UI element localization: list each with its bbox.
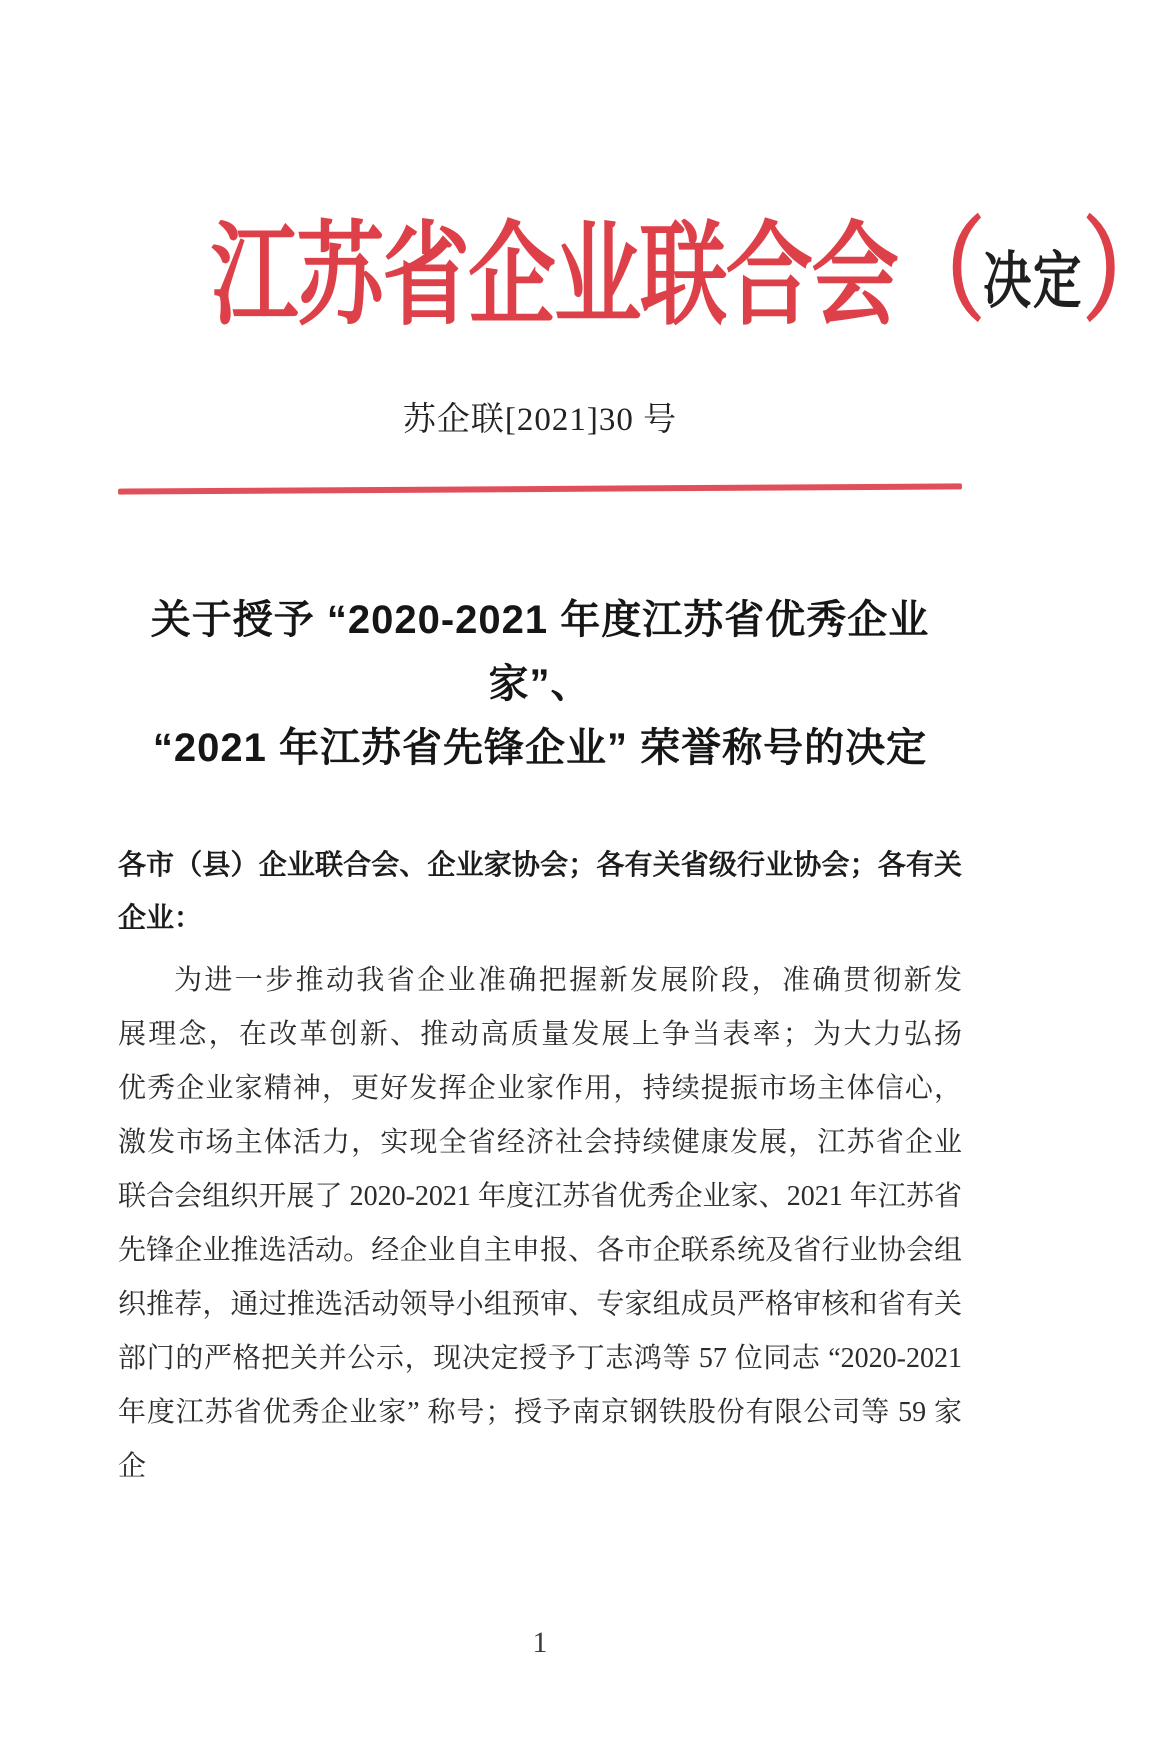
title-line-1: 关于授予 “2020-2021 年度江苏省优秀企业家”、 xyxy=(150,598,930,706)
page-number: 1 xyxy=(532,1626,548,1659)
salutation xyxy=(118,838,962,944)
doc-type-label: 决定 xyxy=(983,248,1083,316)
paren-open-mark: （ xyxy=(897,211,984,335)
doc-number: 苏企联[2021]30 号 xyxy=(402,402,678,438)
body-paragraph xyxy=(118,954,962,1494)
body-line: 先锋企业推选活动。经企业自主申报、各市企联系统及省行业协会组 xyxy=(118,1235,962,1266)
body-line: 部门的严格把关并公示，现决定授予丁志鸿等 57 位同志 “2020-2021 xyxy=(118,1343,962,1374)
body-line: 激发市场主体活力，实现全省经济社会持续健康发展，江苏省企业 xyxy=(118,1127,962,1158)
body-line: 展理念，在改革创新、推动高质量发展上争当表率；为大力弘扬 xyxy=(118,1019,962,1050)
body-line: 为进一步推动我省企业准确把握新发展阶段，准确贯彻新发 xyxy=(174,965,962,996)
title-line-2: “2021 年江苏省先锋企业” 荣誉称号的决定 xyxy=(152,726,928,770)
salutation-line-1: 各市（县）企业联合会、企业家协会；各有关省级行业协会；各有关 xyxy=(118,849,962,880)
salutation-line-2: 企业： xyxy=(118,902,203,933)
paren-close-mark: ） xyxy=(1082,211,1169,335)
body-line: 织推荐，通过推选活动领导小组预审、专家组成员严格审核和省有关 xyxy=(118,1289,962,1320)
document-page xyxy=(0,211,1169,1744)
document-title xyxy=(118,588,962,780)
red-divider-line xyxy=(118,483,962,494)
document-header xyxy=(118,211,1169,492)
org-title-line xyxy=(210,211,1169,341)
org-name: 江苏省企业联合会 xyxy=(210,215,898,339)
body-line: 年度江苏省优秀企业家” 称号；授予南京钢铁股份有限公司等 59 家企 xyxy=(118,1397,962,1482)
body-line: 优秀企业家精神，更好发挥企业家作用，持续提振市场主体信心， xyxy=(118,1073,962,1104)
body-line: 联合会组织开展了 2020-2021 年度江苏省优秀企业家、2021 年江苏省 xyxy=(118,1181,962,1212)
